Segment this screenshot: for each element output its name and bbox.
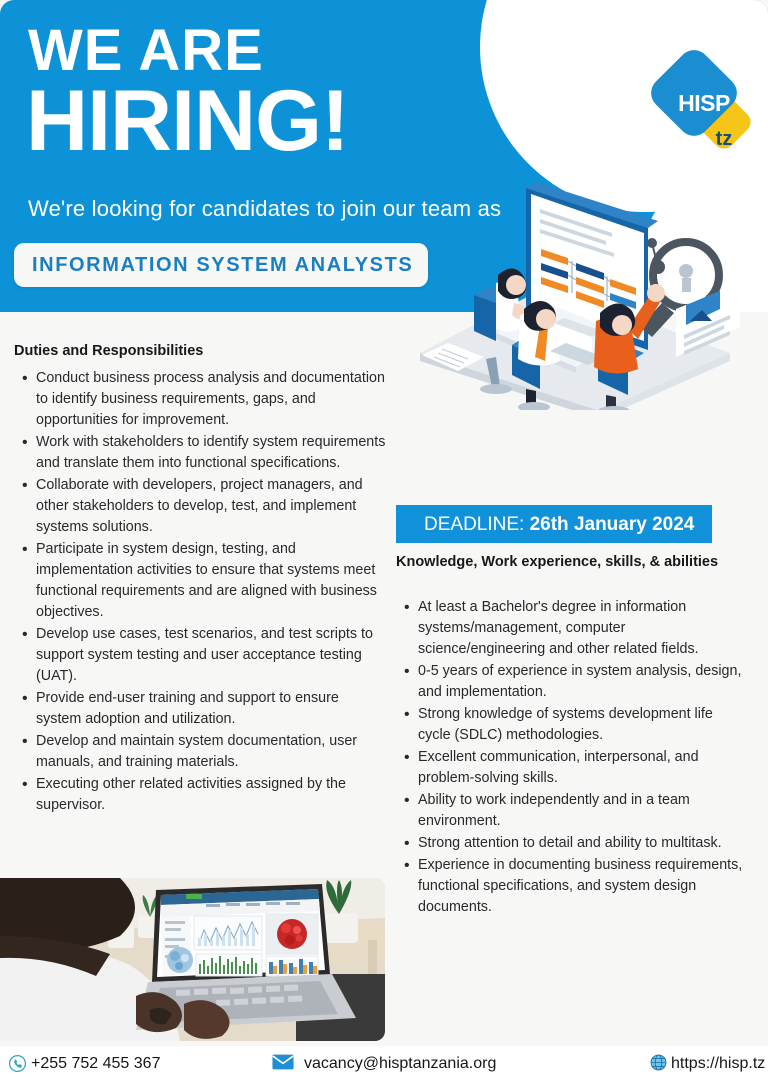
duties-section — [14, 342, 386, 817]
team-meeting-illustration — [400, 175, 768, 410]
hisp-tz-logo — [655, 58, 755, 166]
list-item: • Provide end-user training and support to ensure system adoption and utilization. — [36, 688, 386, 730]
duties-heading: Duties and Responsibilities — [14, 343, 204, 359]
list-item: • Develop and maintain system documentation, user manuals, and training materials. — [36, 731, 386, 773]
logo-hisp-text: HISP — [678, 90, 730, 116]
list-item: • Executing other related activities assigned by the supervisor. — [36, 774, 386, 816]
globe-icon — [650, 1054, 667, 1073]
footer-email[interactable] — [272, 1054, 496, 1073]
headline-hiring: HIRING! — [26, 73, 349, 169]
list-item: • Strong knowledge of systems development life cycle (SDLC) methodologies. — [418, 704, 748, 746]
list-item: • 0-5 years of experience in system analysis, design, and implementation. — [418, 661, 748, 703]
requirements-heading: Knowledge, Work experience, skills, & abilities — [396, 554, 719, 570]
headline-we-are: WE ARE — [28, 18, 264, 83]
duties-list — [14, 368, 386, 816]
list-item: • Collaborate with developers, project managers, and other stakeholders to develop, test, and implement systems solutions. — [36, 475, 386, 538]
list-item: • Experience in documenting business requirements, functional specifications, and system design documents. — [418, 855, 748, 918]
list-item: • Ability to work independently and in a team environment. — [418, 790, 748, 832]
list-item: • Work with stakeholders to identify system requirements and translate them into functional specifications. — [36, 432, 386, 474]
requirements-list — [396, 597, 748, 919]
logo-tz-text: tz — [715, 128, 733, 150]
email-address: vacancy@hisptanzania.org — [304, 1054, 497, 1072]
website-url: https://hisp.tz — [671, 1054, 766, 1072]
deadline-banner — [396, 505, 712, 543]
deadline-text — [396, 515, 694, 534]
list-item: • Participate in system design, testing, and implementation activities to ensure that systems meet functional requirements and are aligned with business objectives. — [36, 539, 386, 623]
footer-phone[interactable] — [8, 1054, 160, 1073]
envelope-icon — [272, 1054, 294, 1073]
list-item: • At least a Bachelor's degree in information systems/management, computer science/engineering and other related fields. — [418, 597, 748, 660]
phone-number: +255 752 455 367 — [31, 1054, 161, 1072]
laptop-dashboard-photo — [0, 878, 385, 1041]
phone-icon — [8, 1054, 27, 1073]
deadline-date: 26th January 2024 — [529, 513, 695, 535]
list-item: • Conduct business process analysis and documentation to identify business requirements, gaps, and opportunities for improvement. — [36, 368, 386, 431]
deadline-label: DEADLINE: — [424, 513, 525, 535]
list-item: • Strong attention to detail and ability to multitask. — [418, 833, 748, 854]
banner-subtitle: We're looking for candidates to join our team as — [28, 196, 502, 221]
footer-contact-bar — [0, 1046, 768, 1086]
list-item: • Develop use cases, test scenarios, and test scripts to support system testing and user acceptance testing (UAT). — [36, 624, 386, 687]
role-title-pill — [14, 243, 428, 287]
list-item: • Excellent communication, interpersonal, and problem-solving skills. — [418, 747, 748, 789]
role-title-text: INFORMATION SYSTEM ANALYSTS — [32, 253, 414, 276]
footer-website[interactable] — [650, 1054, 765, 1073]
